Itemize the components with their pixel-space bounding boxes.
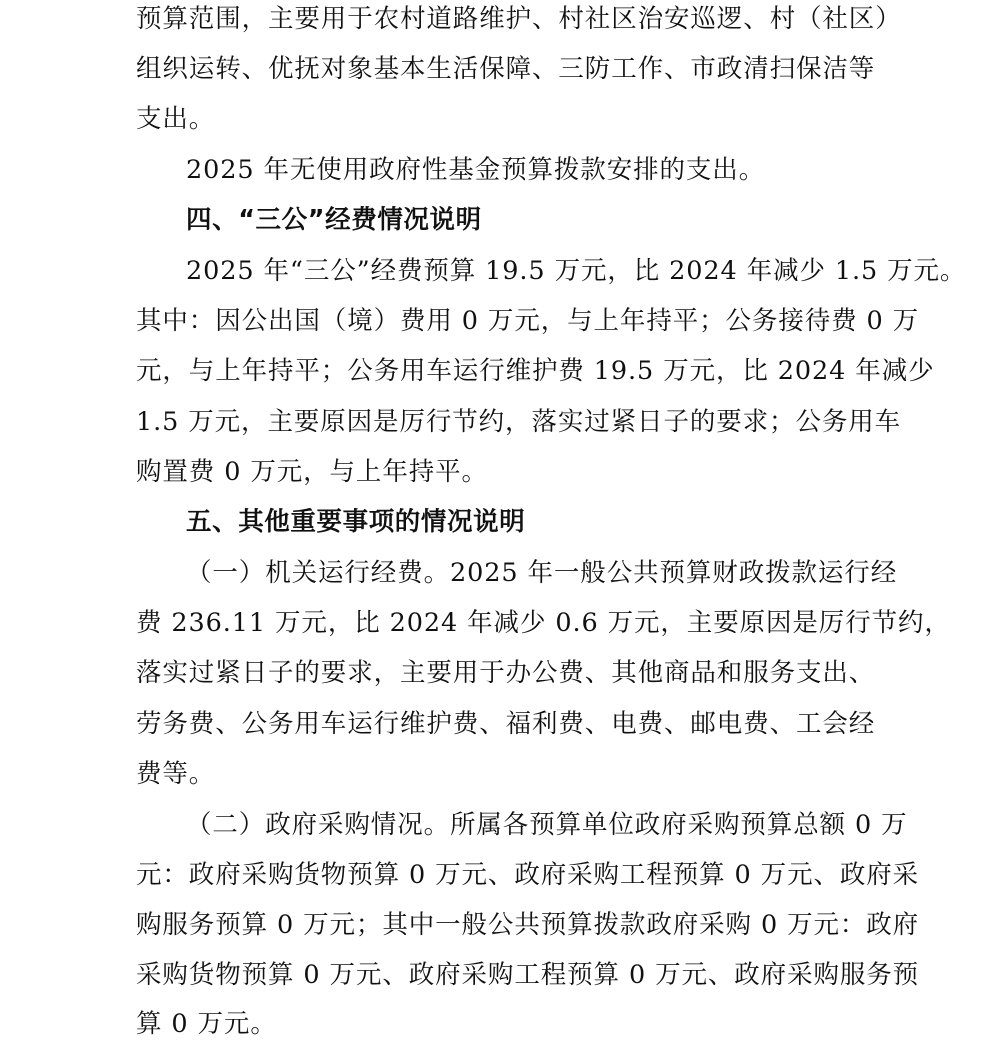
text-line: 元，与上年持平；公务用车运行维护费 19.5 万元，比 2024 年减少 [136,356,935,386]
text-line: 支出。 [136,104,216,134]
text-line: 组织运转、优抚对象基本生活保障、三防工作、市政清扫保洁等 [136,54,876,84]
text-line: （一）机关运行经费。2025 年一般公共预算财政拨款运行经 [186,558,898,588]
text-line: 其中：因公出国（境）费用 0 万元，与上年持平；公务接待费 0 万 [136,306,920,336]
text-line: 预算范围，主要用于农村道路维护、村社区治安巡逻、村（社区） [136,4,902,34]
text-line: 2025 年无使用政府性基金预算拨款安排的支出。 [186,155,766,185]
text-line: 算 0 万元。 [136,1009,277,1039]
text-line: 2025 年“三公”经费预算 19.5 万元，比 2024 年减少 1.5 万元。 [186,256,967,286]
section-heading: 四、“三公”经费情况说明 [186,205,482,235]
section-heading: 五、其他重要事项的情况说明 [186,507,526,537]
text-line: 购服务预算 0 万元；其中一般公共预算拨款政府采购 0 万元：政府 [136,910,920,940]
text-line: 购置费 0 万元，与上年持平。 [136,457,488,487]
text-line: 劳务费、公务用车运行维护费、福利费、电费、邮电费、工会经 [136,709,876,739]
text-line: 费 236.11 万元，比 2024 年减少 0.6 万元，主要原因是厉行节约， [136,608,951,638]
text-line: 费等。 [136,759,216,789]
text-line: （二）政府采购情况。所属各预算单位政府采购预算总额 0 万 [186,810,908,840]
text-line: 落实过紧日子的要求，主要用于办公费、其他商品和服务支出、 [136,658,876,688]
text-line: 采购货物预算 0 万元、政府采购工程预算 0 万元、政府采购服务预 [136,960,920,990]
text-line: 元：政府采购货物预算 0 万元、政府采购工程预算 0 万元、政府采 [136,860,920,890]
text-line: 1.5 万元，主要原因是厉行节约，落实过紧日子的要求；公务用车 [136,407,902,437]
